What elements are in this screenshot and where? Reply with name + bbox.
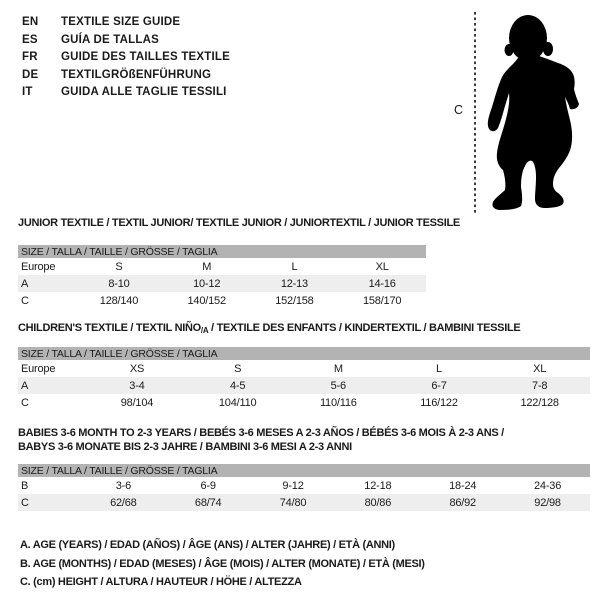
cell: 80/86 (364, 496, 392, 509)
cell: 6-7 (431, 379, 447, 392)
size-header-bar: SIZE / TALLA / TAILLE / GRÖSSE / TAGLIA (18, 245, 426, 258)
cell: 140/152 (187, 294, 226, 307)
row-label: A (21, 379, 29, 392)
cell: XL (375, 260, 389, 273)
size-header-bar: SIZE / TALLA / TAILLE / GRÖSSE / TAGLIA (18, 464, 590, 477)
cell: M (333, 362, 343, 375)
babies-title-line2: BABYS 3-6 MONATE BIS 2-3 JAHRE / BAMBINI 3-6 MESI A 2-3 ANNI (18, 440, 352, 453)
cell: 3-4 (129, 379, 145, 392)
cell: 158/170 (362, 294, 402, 307)
language-code: DE (22, 68, 39, 81)
table-row-height (18, 494, 590, 511)
cell: 104/110 (218, 396, 257, 409)
row-label: C (21, 294, 29, 307)
size-header-bar: SIZE / TALLA / TAILLE / GRÖSSE / TAGLIA (18, 347, 590, 360)
language-row-it (22, 84, 230, 102)
cell: 14-16 (368, 277, 396, 290)
table-row-months (18, 477, 590, 494)
cell: L (291, 260, 298, 273)
babies-title-line1: BABIES 3-6 MONTH TO 2-3 YEARS / BEBÉS 3-6 MESES A 2-3 AÑOS / BÉBÉS 3-6 MOIS À 2-3 ANS / (18, 427, 504, 439)
cell: XL (533, 362, 547, 375)
footnote-height-cm: C. (cm) HEIGHT / ALTURA / HAUTEUR / HÖHE / ALTEZZA (20, 576, 302, 588)
cell: 12-18 (364, 479, 392, 492)
footnote-legend (20, 536, 425, 592)
language-code: ES (22, 33, 38, 46)
language-row-en (22, 14, 230, 32)
guide-title-fr: GUIDE DES TAILLES TEXTILE (61, 51, 230, 64)
size-header-row (18, 464, 590, 477)
cell: 24-36 (534, 479, 562, 492)
cell: 122/128 (520, 396, 559, 409)
title-suffix: / TEXTILE DES ENFANTS / KINDERTEXTIL / BAMBINI TESSILE (208, 322, 521, 334)
babies-section-title (18, 427, 590, 454)
size-header-row (18, 347, 590, 360)
language-row-de (22, 67, 230, 85)
height-measure-figure (448, 2, 598, 228)
row-label: Europe (21, 362, 56, 375)
row-label: B (21, 479, 29, 492)
footnote-age-years: A. AGE (YEARS) / EDAD (AÑOS) / ÂGE (ANS) / ALTER (JAHRE) / ETÀ (ANNI) (20, 539, 395, 551)
baby-silhouette-shape (488, 15, 579, 210)
cell: 18-24 (449, 479, 477, 492)
title-prefix: CHILDREN'S TEXTILE / TEXTIL NIÑO (18, 322, 201, 334)
cell: 98/104 (120, 396, 154, 409)
guide-title-it: GUIDA ALLE TAGLIE TESSILI (61, 86, 227, 99)
cell: 3-6 (115, 479, 131, 492)
row-label: Europe (21, 260, 56, 273)
cell: 86/92 (449, 496, 476, 509)
language-title-list (22, 14, 230, 102)
junior-textile-section (18, 217, 460, 309)
junior-section-title: JUNIOR TEXTILE / TEXTIL JUNIOR/ TEXTILE JUNIOR / JUNIORTEXTIL / JUNIOR TESSILE (18, 217, 460, 229)
table-row-height (18, 292, 426, 309)
baby-silhouette-icon (448, 2, 598, 228)
height-measure-label: C (454, 103, 464, 117)
cell: S (234, 362, 242, 375)
table-row-age (18, 377, 590, 394)
cell: 116/122 (420, 396, 458, 409)
language-row-fr (22, 49, 230, 67)
language-code: EN (22, 16, 39, 28)
childrens-section-title (18, 322, 590, 335)
childrens-size-table (18, 347, 590, 411)
language-row-es (22, 32, 230, 50)
row-label: C (21, 496, 29, 509)
footnote-age-months: B. AGE (MONTHS) / EDAD (MESES) / ÂGE (MOIS) / ALTER (MONATE) / ETÀ (MESI) (20, 557, 425, 570)
guide-title-es: GUÍA DE TALLAS (61, 33, 159, 46)
cell: M (202, 260, 212, 273)
table-row-europe (18, 360, 590, 377)
babies-size-table (18, 464, 590, 511)
title-subscript: /A (200, 325, 209, 335)
cell: 9-12 (282, 479, 304, 492)
guide-title-de: TEXTILGRÖßENFÜHRUNG (61, 68, 212, 81)
row-label: A (21, 277, 29, 290)
cell: 10-12 (193, 277, 221, 290)
cell: 62/68 (110, 496, 137, 509)
table-row-age (18, 275, 426, 292)
table-row-height (18, 394, 590, 411)
cell: 128/140 (99, 294, 139, 307)
table-row-europe (18, 258, 426, 275)
cell: XS (129, 362, 145, 375)
cell: 7-8 (532, 379, 548, 392)
cell: S (115, 260, 123, 273)
childrens-textile-section (18, 322, 590, 411)
babies-textile-section (18, 427, 590, 511)
row-label: C (21, 396, 29, 409)
cell: 5-6 (330, 379, 346, 392)
cell: L (436, 362, 442, 375)
cell: 12-13 (280, 277, 308, 290)
cell: 4-5 (229, 379, 246, 392)
cell: 6-9 (200, 479, 216, 492)
size-header-row (18, 245, 426, 258)
language-code: IT (22, 86, 33, 99)
guide-title-en: TEXTILE SIZE GUIDE (61, 16, 181, 28)
cell: 152/158 (275, 294, 314, 307)
language-code: FR (22, 51, 38, 64)
junior-size-table (18, 245, 426, 309)
cell: 92/98 (534, 496, 561, 509)
cell: 110/116 (319, 396, 357, 409)
cell: 8-10 (108, 277, 130, 290)
cell: 68/74 (194, 496, 222, 509)
cell: 74/80 (279, 496, 307, 509)
